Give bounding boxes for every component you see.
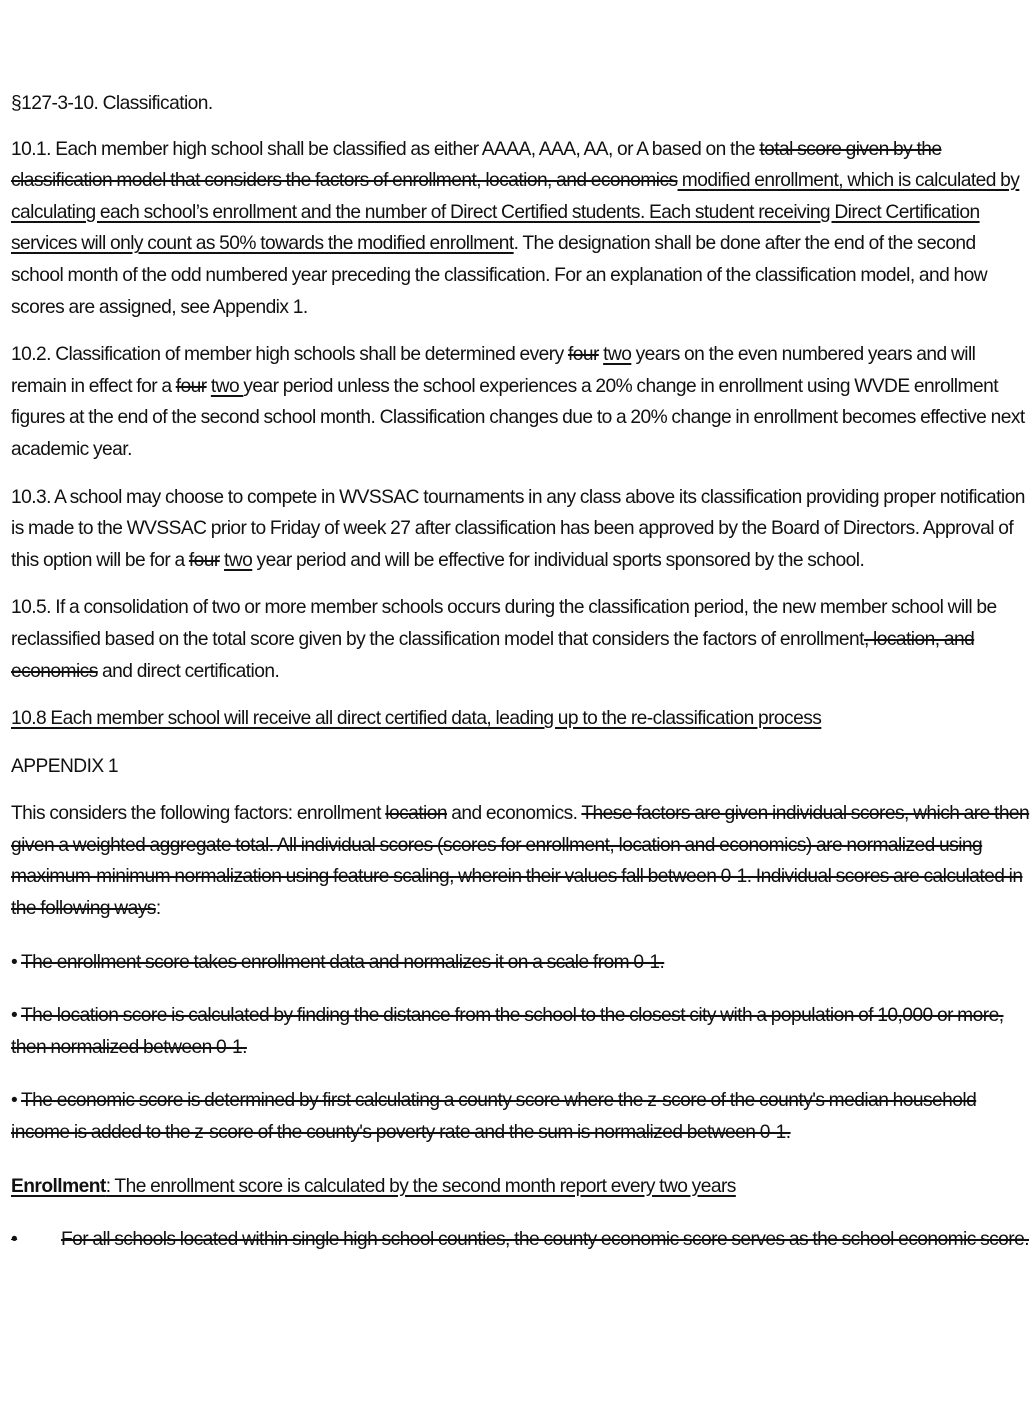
inserted-text: modified enrollment, which is calculated by calculating each school’s enrollment and the number of Direct Certified students. Each student receiving Direct Certification services will only count as 50% towards the modified enrollment (11, 170, 1020, 255)
text: 10.1. Each member high school shall be classified as either AAAA, AAA, AA, or A based on the (11, 138, 760, 160)
text: 10.2. Classification of member high schools shall be determined every (11, 344, 568, 366)
text: and economics. (446, 803, 582, 825)
text: 10.5. If a consolidation of two or more member schools occurs during the classification period, the new member school will be reclassified based on the total score given by the classification model that considers the factors of enrollment (11, 597, 997, 650)
deleted-text: four (188, 549, 220, 571)
enrollment-label: Enrollment (11, 1175, 106, 1197)
deleted-text: four (175, 375, 207, 397)
bullet-dot-icon: • (11, 1005, 18, 1027)
bullet-item (11, 1000, 1031, 1063)
section-10-8 (11, 703, 1031, 735)
deleted-text: These factors are given individual scores, which are then given a weighted aggregate total. All individual scores (scores for enrollment, location and economics) are normalized using maximum-minimum normalization using feature scaling, wherein their values fall between 0-1. Individual scores are calculated in the following ways (11, 803, 1030, 920)
inserted-text: : The enrollment score is calculated by the second month report every two years (105, 1175, 736, 1197)
text: year period unless the school experiences a 20% change in enrollment using WVDE enrollment figures at the end of the second school month. Classification changes due to a 20% change in enrollment becomes effective next academic year. (11, 375, 1025, 460)
section-10-3 (11, 482, 1031, 577)
inserted-text: two (603, 344, 632, 366)
final-bullet-item (11, 1224, 1031, 1256)
inserted-text: two (224, 549, 253, 571)
bullet-dot-icon: • (11, 951, 18, 973)
text: year period and will be effective for individual sports sponsored by the school. (252, 549, 865, 571)
deleted-text: four (567, 344, 599, 366)
deleted-text: The enrollment score takes enrollment data and normalizes it on a scale from 0-1. (21, 951, 665, 973)
section-10-5 (11, 592, 1031, 687)
text: . The designation shall be done after the end of the second school month of the odd numbered year preceding the classification. For an explanation of the classification model, and how scores are assigned, see Appendix 1. (11, 233, 988, 318)
deleted-text: The location score is calculated by finding the distance from the school to the closest city with a population of 10,000 or more, then normalized between 0-1. (11, 1005, 1004, 1058)
deleted-text: total score given by the classification model that considers the factors of enrollment, location, and economics (11, 138, 942, 192)
inserted-text: 10.8 Each member school will receive all direct certified data, leading up to the re-classification process (11, 708, 822, 730)
inserted-text: two (210, 375, 244, 397)
bullet-dot-icon: • (11, 1229, 18, 1251)
document-page (11, 88, 1031, 1272)
enrollment-paragraph (11, 1171, 1031, 1203)
deleted-text: For all schools located within single high school counties, the county economic score serves as the school economic score. (61, 1229, 1030, 1251)
section-10-2 (11, 339, 1031, 465)
section-10-1 (11, 134, 1031, 324)
text: 10.3. A school may choose to compete in WVSSAC tournaments in any class above its classification providing proper notification is made to the WVSSAC prior to Friday of week 27 after classification has been approved by the Board of Directors. Approval of this option will be for a (11, 486, 1025, 571)
bullet-dot-icon: • (11, 1090, 18, 1112)
bullet-item (11, 1085, 1031, 1148)
bullet-item (11, 947, 1031, 979)
text: and direct certification. (97, 660, 280, 682)
deleted-text: , location, and economics (11, 628, 975, 682)
text: : (155, 898, 161, 920)
appendix-intro (11, 798, 1031, 924)
text: years on the even numbered years and will remain in effect for a (11, 344, 976, 397)
section-heading: §127-3-10. Classification. (11, 93, 213, 114)
deleted-text: The economic score is determined by first calculating a county score where the z-score of the county's median household income is added to the z-score of the county's poverty rate and the sum is normalized between 0-1. (11, 1090, 977, 1144)
text: This considers the following factors: enrollment (11, 803, 386, 825)
appendix-title: APPENDIX 1 (11, 755, 119, 777)
deleted-text: location (385, 803, 447, 825)
